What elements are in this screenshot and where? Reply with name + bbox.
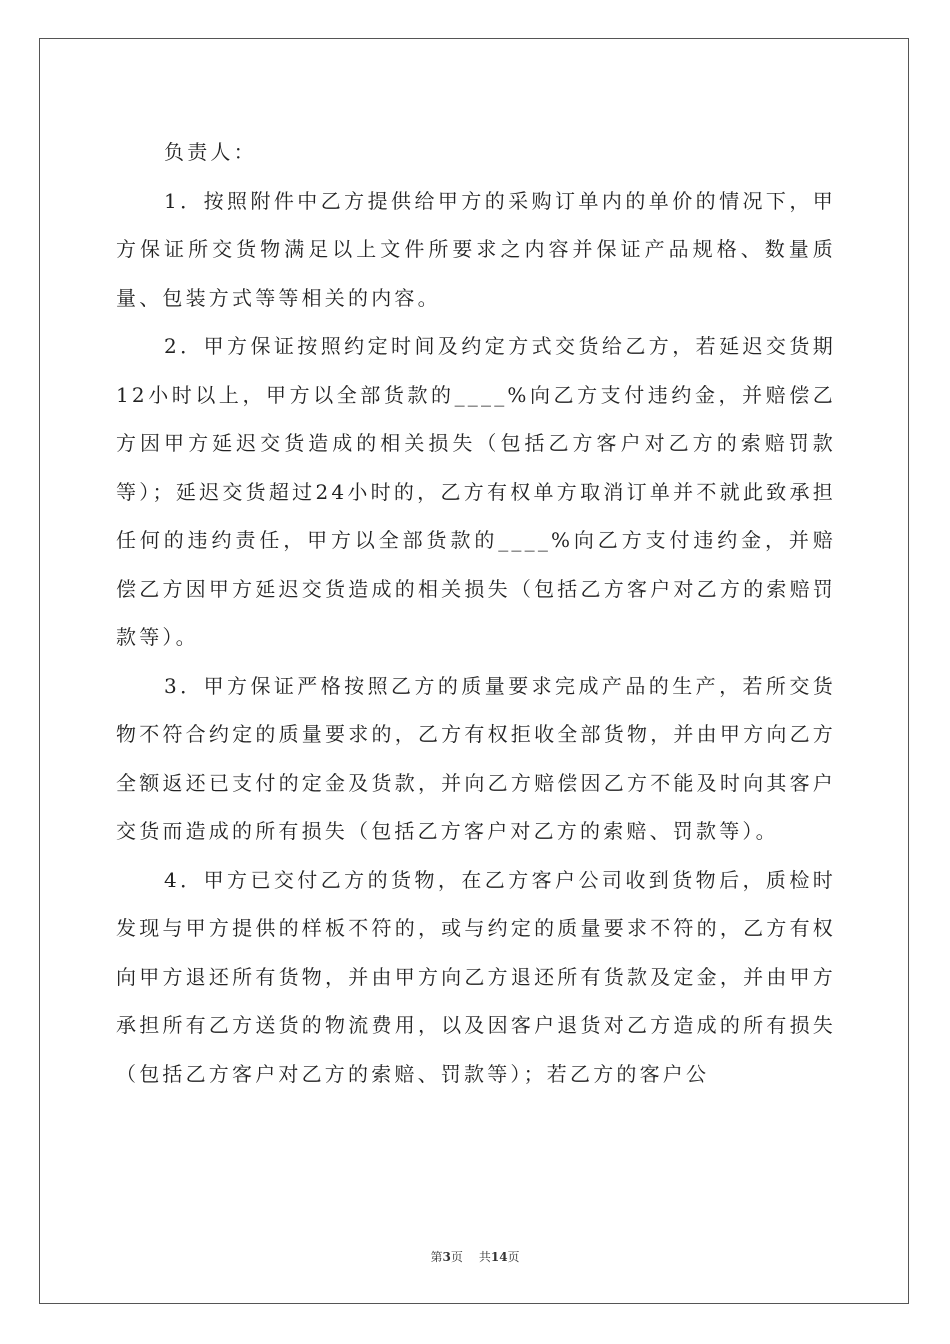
total-page-count: 14 [490, 1250, 508, 1264]
total-prefix: 共 [478, 1250, 491, 1264]
clause-3-paragraph: 3．甲方保证严格按照乙方的质量要求完成产品的生产，若所交货物不符合约定的质量要求的，乙方有权拒收全部货物，并由甲方向乙方全额返还已支付的定金及货款，并向乙方赔偿因乙方不能及时向其客户交货而造成的所有损失（包括乙方客户对乙方的索赔、罚款等）。 [116, 673, 836, 843]
paragraph-responsible-person: 负责人： [164, 140, 257, 164]
page-footer [0, 1248, 950, 1265]
clause-2-paragraph: 2．甲方保证按照约定时间及约定方式交货给乙方，若延迟交货期12小时以上，甲方以全部货款的____%向乙方支付违约金，并赔偿乙方因甲方延迟交货造成的相关损失（包括乙方客户对乙方的索赔罚款等）；延迟交货超过24小时的，乙方有权单方取消订单并不就此致承担任何的违约责任，甲方以全部货款的____%向乙方支付违约金，并赔偿乙方因甲方延迟交货造成的相关损失（包括乙方客户对乙方的索赔罚款等）。 [116, 334, 836, 649]
page-prefix: 第 [430, 1250, 443, 1264]
document-body [116, 128, 836, 1098]
clause-4-paragraph: 4．甲方已交付乙方的货物，在乙方客户公司收到货物后，质检时发现与甲方提供的样板不符的，或与约定的质量要求不符的，乙方有权向甲方退还所有货物，并由甲方向乙方退还所有货款及定金，并由甲方承担所有乙方送货的物流费用，以及因客户退货对乙方造成的所有损失（包括乙方客户对乙方的索赔、罚款等）；若乙方的客户公 [116, 867, 836, 1086]
current-page-number: 3 [442, 1250, 451, 1264]
clause-1-paragraph: 1．按照附件中乙方提供给甲方的采购订单内的单价的情况下，甲方保证所交货物满足以上文件所要求之内容并保证产品规格、数量质量、包装方式等等相关的内容。 [116, 188, 836, 310]
page-suffix: 页 [450, 1250, 463, 1264]
total-suffix: 页 [507, 1250, 520, 1264]
